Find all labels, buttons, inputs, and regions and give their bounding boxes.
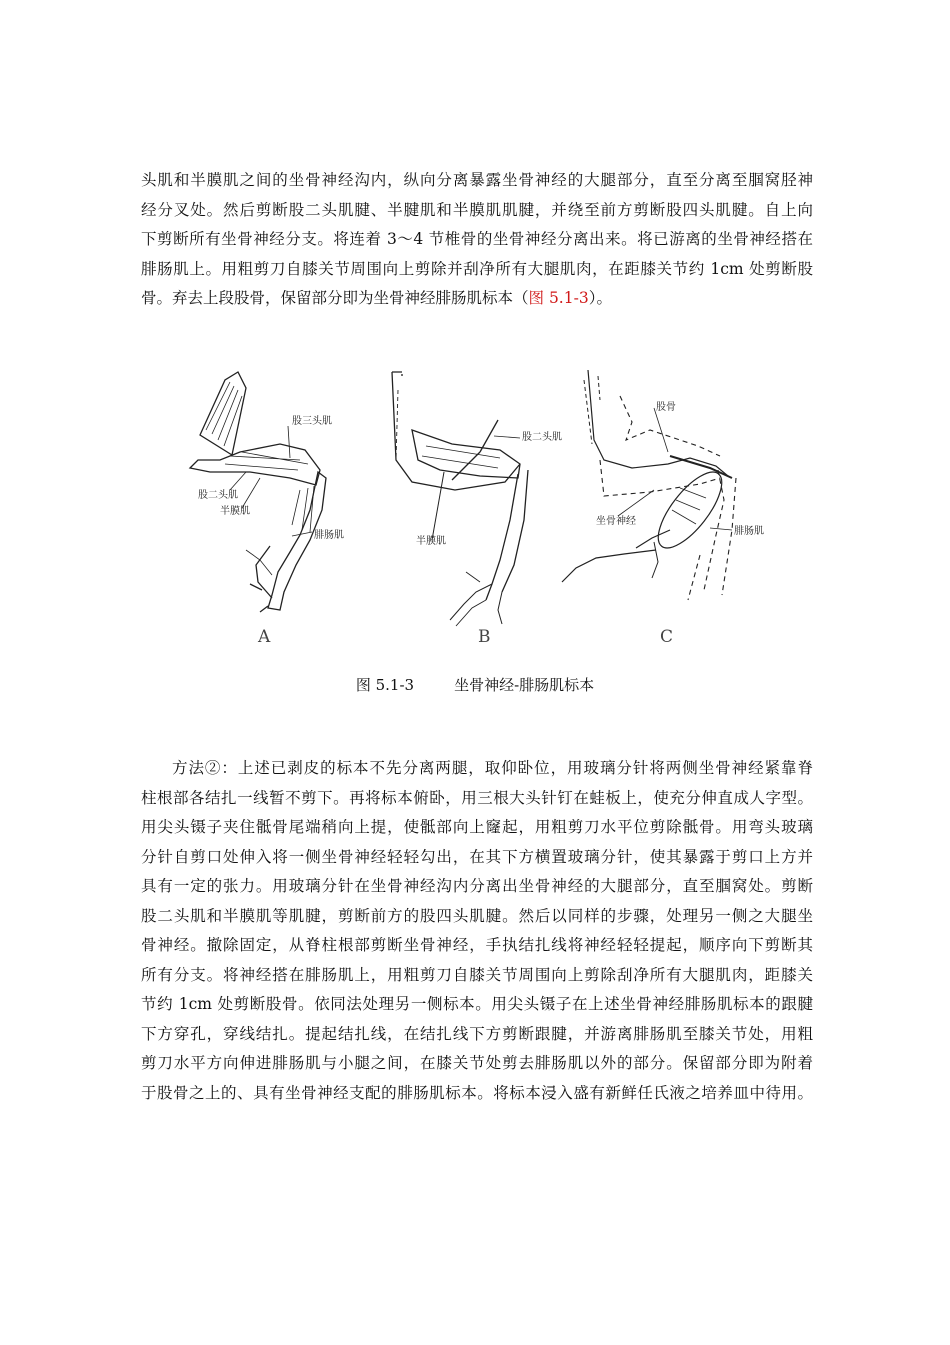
panel-a-letter: A [258, 627, 271, 647]
panel-c-letter: C [660, 627, 674, 647]
p1-line: 腓肠肌上。用粗剪刀自膝关节周围向上剪除并刮净所有大腿肌肉，在距膝关节约 1cm 处剪断股 [141, 259, 813, 278]
panel-b-letter: B [478, 627, 491, 647]
p2-line: 用尖头镊子夹住骶骨尾端稍向上提，使骶部向上窿起，用粗剪刀水平位剪除骶骨。用弯头玻璃 [141, 818, 813, 836]
p2-line: 骨神经。撤除固定，从脊柱根部剪断坐骨神经，手执结扎线将神经轻轻提起，顺序向下剪断其 [141, 936, 813, 954]
panel-a-label-2: 股二头肌 [198, 490, 238, 501]
p2-line: 柱根部各结扎一线暂不剪下。再将标本俯卧，用三根大头针钉在蛙板上，使充分伸直成人字型。 [141, 788, 813, 807]
p2-line: 所有分支。将神经搭在腓肠肌上，用粗剪刀自膝关节周围向上剪除刮净所有大腿肌肉，距膝关 [141, 965, 813, 984]
p1-line: 头肌和半膜肌之间的坐骨神经沟内，纵向分离暴露坐骨神经的大腿部分，直至分离至腘窝胫神 [141, 171, 813, 189]
p2-line: 股二头肌和半膜肌等肌腱，剪断前方的股四头肌腱。然后以同样的步骤，处理另一侧之大腿坐 [141, 906, 813, 925]
caption-title: 坐骨神经-腓肠肌标本 [454, 676, 595, 694]
figure-5-1-3-illustration [180, 360, 780, 650]
p2-line: 剪刀水平方向伸进腓肠肌与小腿之间，在膝关节处剪去腓肠肌以外的部分。保留部分即为附着 [141, 1054, 813, 1072]
panel-b-label-1: 股二头肌 [522, 432, 562, 443]
p2-line: 具有一定的张力。用玻璃分针在坐骨神经沟内分离出坐骨神经的大腿部分，直至腘窝处。剪断 [141, 877, 813, 895]
p1-last-text: 骨。弃去上段股骨，保留部分即为坐骨神经腓肠肌标本（ [141, 289, 529, 307]
panel-a-label-1: 股三头肌 [292, 416, 332, 427]
p1-line-last [141, 284, 813, 314]
p2-line: 节约 1cm 处剪断股骨。依同法处理另一侧标本。用尖头镊子在上述坐骨神经腓肠肌标本的跟腱 [141, 995, 813, 1013]
p1-last-close: ）。 [588, 289, 612, 307]
panel-c-label-3: 腓肠肌 [734, 526, 764, 537]
panel-c-label-2: 坐骨神经 [596, 516, 636, 527]
paragraph-2 [141, 754, 813, 1108]
panel-a-label-3: 半膜肌 [220, 506, 250, 517]
figure-caption [0, 674, 950, 695]
p2-line: 方法②：上述已剥皮的标本不先分离两腿，取仰卧位，用玻璃分针将两侧坐骨神经紧靠脊 [172, 759, 813, 777]
panel-c-drawing [562, 370, 736, 600]
paragraph-1 [141, 166, 813, 314]
caption-number: 图 5.1-3 [355, 676, 415, 694]
p2-line: 分针自剪口处伸入将一侧坐骨神经轻轻勾出，在其下方横置玻璃分针，使其暴露于剪口上方并 [141, 847, 813, 866]
p2-line: 于股骨之上的、具有坐骨神经支配的腓肠肌标本。将标本浸入盛有新鲜任氏液之培养皿中待用。 [141, 1083, 813, 1102]
p1-line: 下剪断所有坐骨神经分支。将连着 3～4 节椎骨的坐骨神经分离出来。将已游离的坐骨神经搭在 [141, 230, 813, 248]
panel-a-label-4: 腓肠肌 [314, 530, 344, 541]
p1-line: 经分叉处。然后剪断股二头肌腱、半腱肌和半膜肌肌腱，并绕至前方剪断股四头肌腱。自上向 [141, 200, 813, 219]
p2-line: 下方穿孔，穿线结扎。提起结扎线，在结扎线下方剪断跟腱，并游离腓肠肌至膝关节处，用粗 [141, 1024, 813, 1043]
panel-c-label-1: 股骨 [656, 402, 676, 413]
panel-b-drawing [392, 372, 528, 626]
figure-reference-link[interactable]: 图 5.1-3 [528, 289, 589, 307]
panel-b-label-2: 半膜肌 [416, 536, 446, 547]
